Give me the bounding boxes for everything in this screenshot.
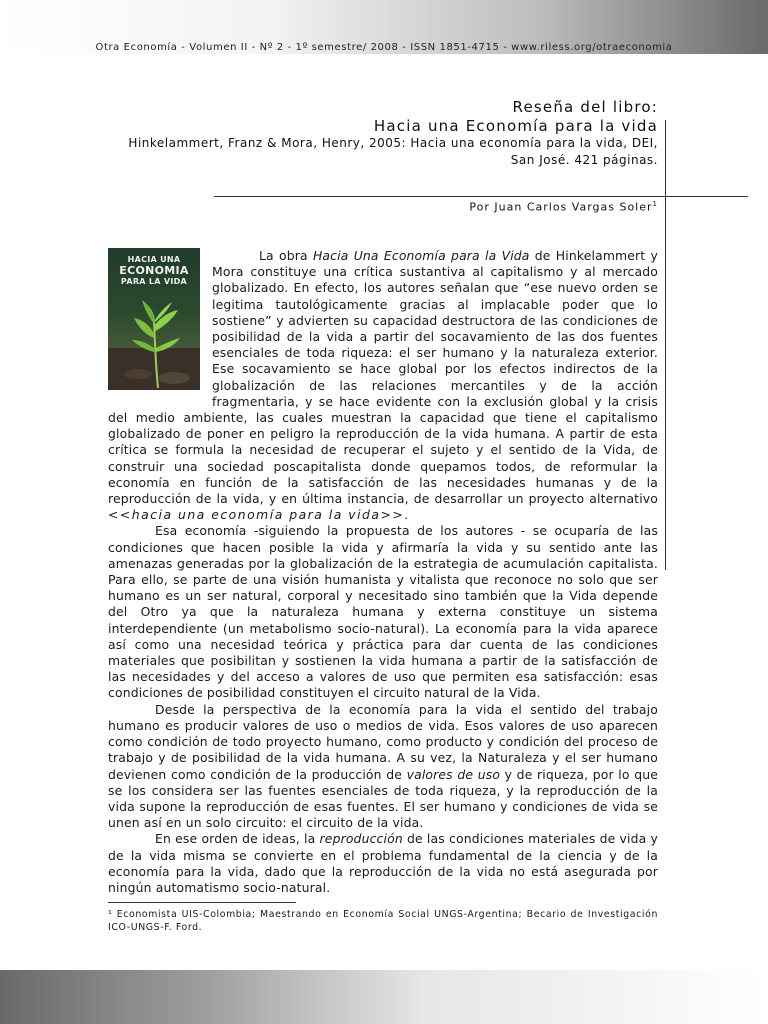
cover-spacer xyxy=(108,248,212,398)
paragraph-1-text-a: La obra xyxy=(259,248,313,263)
book-title-emphasis: Hacia Una Economía para la Vida xyxy=(312,248,530,263)
paragraph-4-text-b: de las condiciones materiales de vida y de la vida misma se convierte en el problema fundamental de la ciencia y de la economía para la vida, dado que la reproducción de la vida no está asegurada por ningún automatismo socio-natural. xyxy=(108,831,658,895)
paragraph-3 xyxy=(108,702,658,832)
author-name: Por Juan Carlos Vargas Soler xyxy=(469,200,653,214)
paragraph-4 xyxy=(108,831,658,896)
footnote-rule xyxy=(108,902,296,903)
review-author xyxy=(469,200,658,214)
book-citation xyxy=(120,135,658,169)
paragraph-1-text-c: . xyxy=(404,507,409,523)
citation-line-1: Hinkelammert, Franz & Mora, Henry, 2005: Hacia una economía para la vida, DEI, xyxy=(128,136,658,150)
review-body xyxy=(108,248,658,896)
review-label: Reseña del libro: xyxy=(512,98,658,116)
horizontal-rule xyxy=(214,196,748,197)
footer-band xyxy=(0,970,768,1024)
project-emphasis: <<hacia una economía para la vida>> xyxy=(108,507,405,523)
paragraph-2: Esa economía -siguiendo la propuesta de los autores - se ocuparía de las condiciones que hacen posible la vida y afirmaría la vida y su sentido ante las amenazas generadas por la globalización de la estrategia de acumulación capitalista. Para ello, se parte de una visión humanista y vitalista que reconoce no solo que ser humano es un ser natural, corporal y necesitado sino también que la Vida depende del Otro ya que la naturaleza humana y externa constituye un sistema interdependiente (un metabolismo socio-natural). La economía para la vida aparece así como una necesidad teórica y práctica para dar cuenta de las condiciones materiales que posibilitan y sostienen la vida humana a partir de la satisfacción de las necesidades y del acceso a valores de uso que permiten esa satisfacción: esas condiciones de posibilidad constituyen el circuito natural de la Vida. xyxy=(108,523,658,701)
citation-line-2: San José. 421 páginas. xyxy=(510,153,658,167)
book-title: Hacia una Economía para la vida xyxy=(373,117,658,135)
cover-title-line-1: HACIA UNA xyxy=(127,255,181,264)
reproduction-emphasis: reproducción xyxy=(319,831,403,847)
footnote: ¹ Economista UIS-Colombia; Maestrando en Economía Social UNGS-Argentina; Becario de Investigación ICO-UNGS-F. Ford. xyxy=(108,909,658,933)
paragraph-3-text-b: y de riqueza, por lo que se los considera ser las fuentes esenciales de toda riqueza, y la reproducción de la vida supone la reproducción de esas fuentes. El ser humano y condiciones de vida se unen así en un solo circuito: el circuito de la vida. xyxy=(108,766,658,831)
review-title-block xyxy=(374,98,658,136)
paragraph-4-text-a: En ese orden de ideas, la xyxy=(155,831,320,847)
use-values-emphasis: valores de uso xyxy=(406,766,501,782)
journal-header: Otra Economía - Volumen II - Nº 2 - 1º semestre/ 2008 - ISSN 1851-4715 - www.riless.org/otraeconomia xyxy=(95,42,673,53)
vertical-rule xyxy=(665,120,666,570)
paragraph-3-text-a: Desde la perspectiva de la economía para la vida el sentido del trabajo humano es producir valores de uso o medios de vida. Esos valores de uso aparecen como condición de todo proyecto humano, como producto y condición del proceso de trabajo y de posibilidad de la vida humana. A su vez, la Naturaleza y el ser humano devienen como condición de la producción de xyxy=(108,701,658,782)
author-footnote-marker: 1 xyxy=(652,200,658,208)
paragraph-1-text-b: de Hinkelammert y Mora constituye una crítica sustantiva al capitalismo y al mercado globalizado. En efecto, los autores señalan que “ese nuevo orden se legitima tautológicamente gracias al implacable poder que lo sostiene” y advierten su capacidad destructora de las condiciones de posibilidad de la vida a partir del socavamiento de las dos fuentes esenciales de toda riqueza: el ser humano y la naturaleza exterior. Ese socavamiento se hace global por los efectos indirectos de la globalización de las relaciones mercantiles y de la acción fragmentaria, y se hace evidente con la exclusión global y la crisis del medio ambiente, las cuales muestran la capacidad que tiene el capitalismo globalizado de poner en peligro la reproducción de la vida humana. A partir de esta crítica se formula la necesidad de recuperar el sujeto y el sentido de la Vida, de construir una sociedad poscapitalista donde quepamos todos, de reformular la economía en función de la satisfacción de las necesidades humanas y de la reproducción de la vida, y en última instancia, de desarrollar un proyecto alternativo xyxy=(108,248,658,507)
cover-title-line-3: PARA LA VIDA xyxy=(120,277,188,286)
cover-title-line-2: ECONOMIA xyxy=(119,264,189,277)
